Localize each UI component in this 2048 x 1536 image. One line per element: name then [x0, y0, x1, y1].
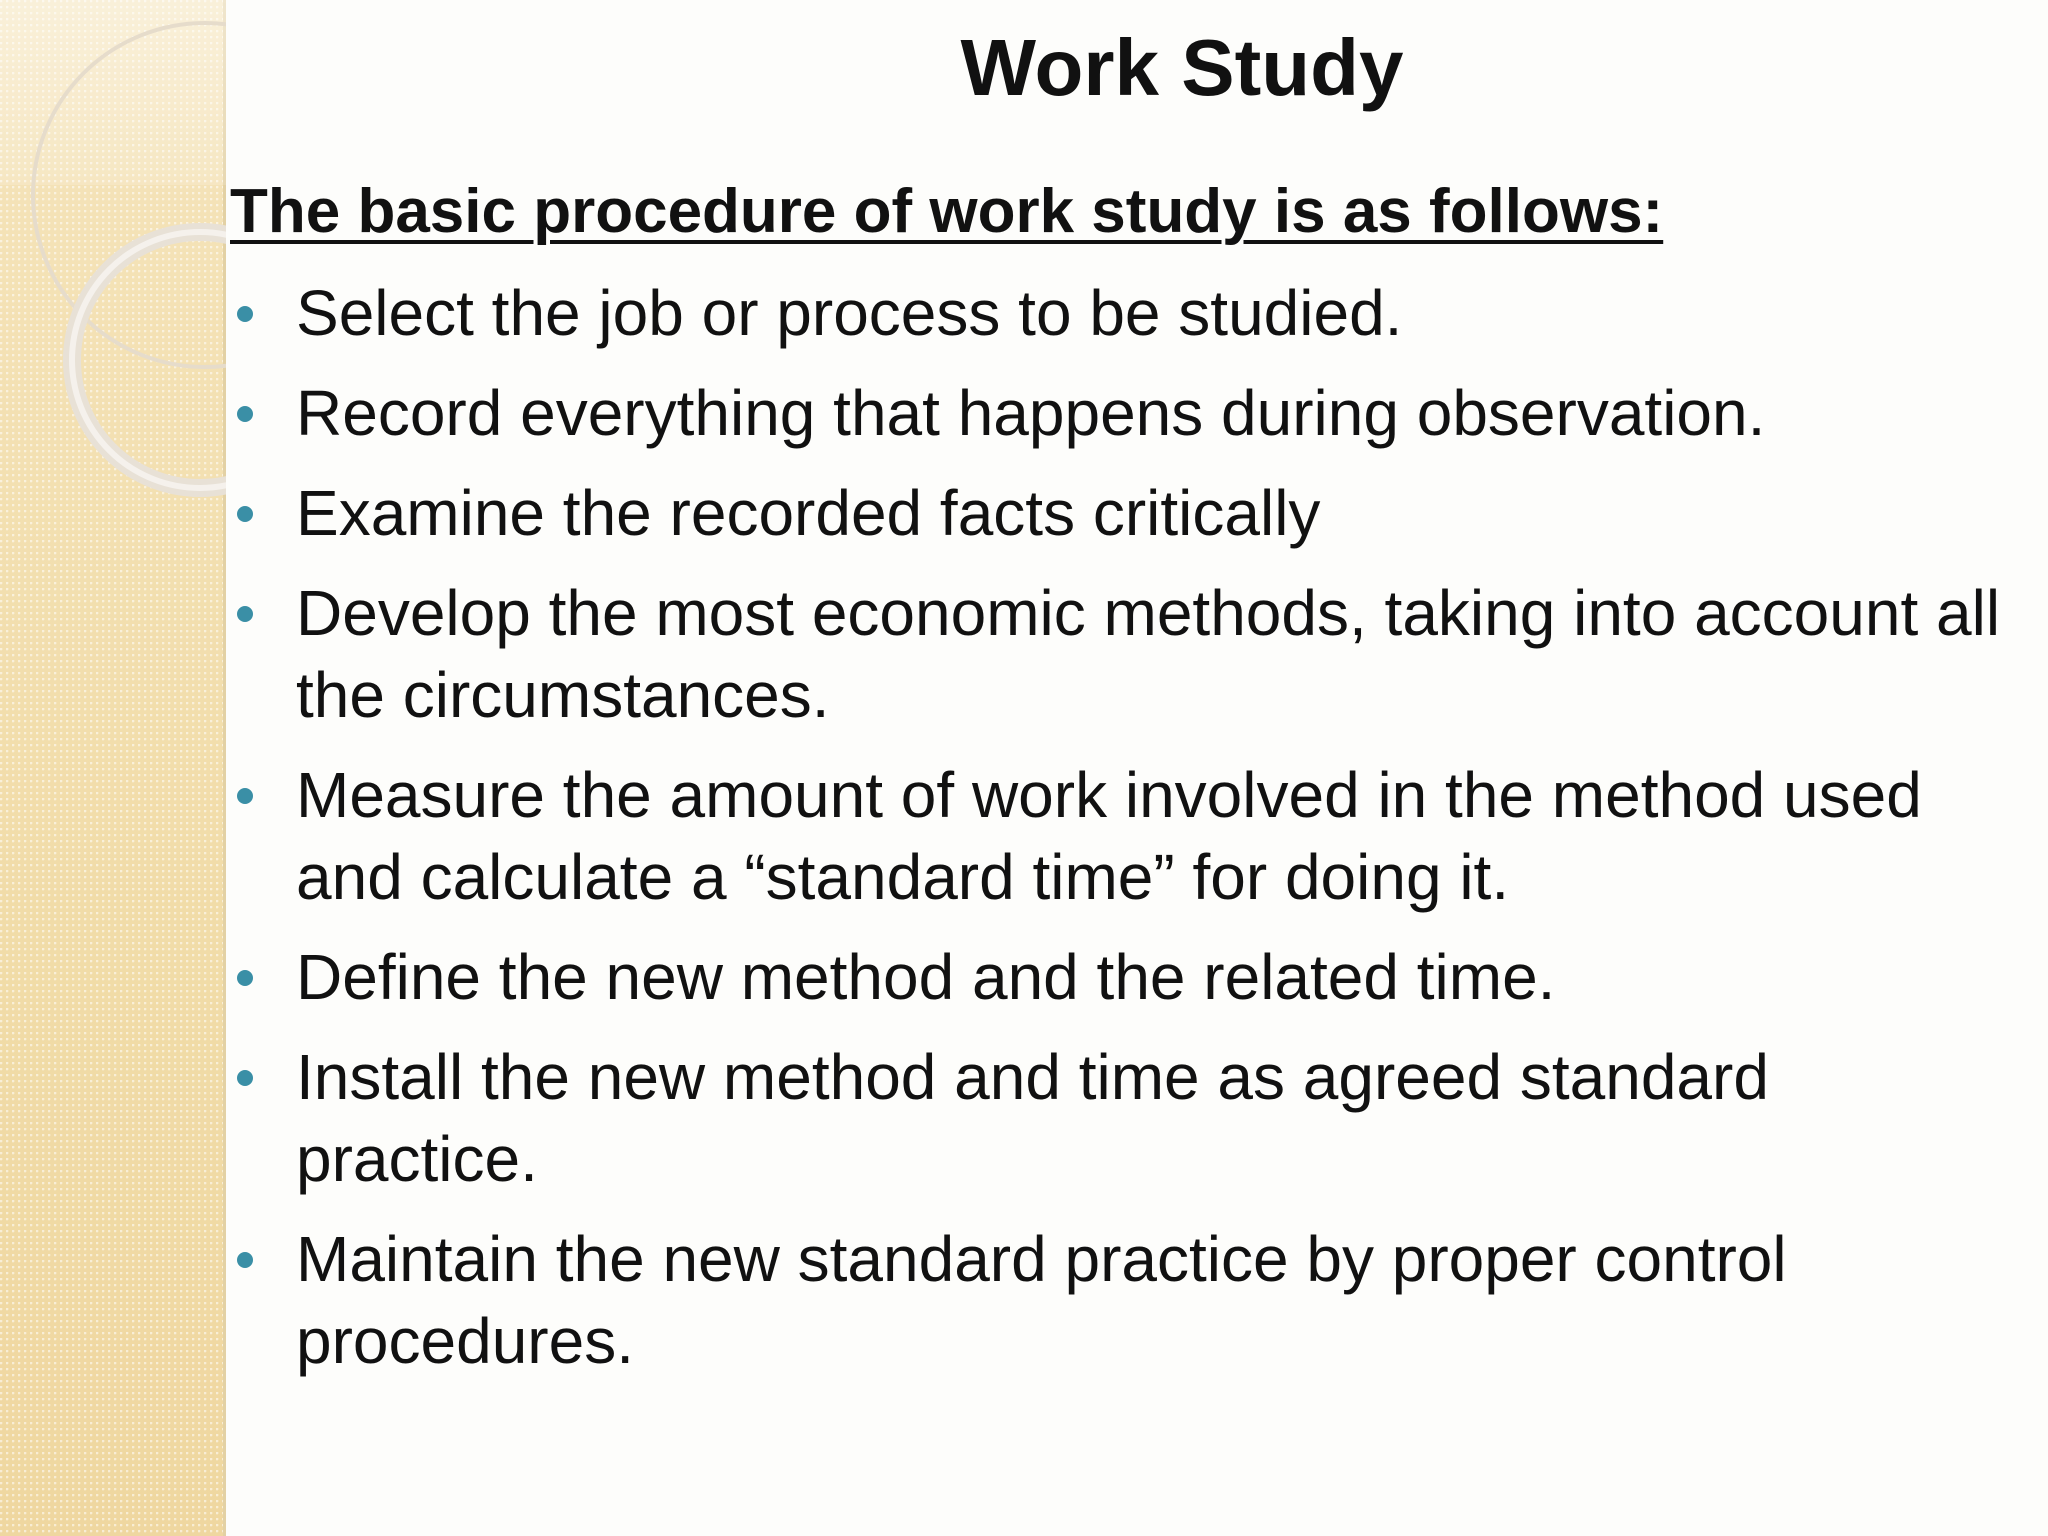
bullet-dot-icon [237, 788, 253, 804]
bullet-text: Define the new method and the related time. [296, 941, 1556, 1013]
bullet-dot-icon [237, 1070, 253, 1086]
decorative-ring-small [72, 232, 226, 488]
decorative-rings [0, 0, 226, 520]
bullet-text: Examine the recorded facts critically [296, 477, 1321, 549]
bullet-text: Maintain the new standard practice by proper control procedures. [296, 1223, 1787, 1377]
bullet-dot-icon [237, 406, 253, 422]
bullet-item-install [232, 1036, 2012, 1200]
bullet-item-maintain [232, 1218, 2012, 1382]
bullet-dot-icon [237, 970, 253, 986]
bullet-text: Develop the most economic methods, taking into account all the circumstances. [296, 577, 2001, 731]
bullet-text: Measure the amount of work involved in the method used and calculate a “standard time” for doing it. [296, 759, 1922, 913]
decorative-ring-large [33, 23, 226, 367]
bullet-list [232, 272, 2012, 1400]
bullet-dot-icon [237, 606, 253, 622]
slide-subtitle: The basic procedure of work study is as follows: [230, 177, 1664, 246]
bullet-dot-icon [237, 506, 253, 522]
bullet-item-record [232, 372, 2012, 454]
bullet-text: Install the new method and time as agreed standard practice. [296, 1041, 1769, 1195]
bullet-item-select-job [232, 272, 2012, 354]
bullet-item-define [232, 936, 2012, 1018]
bullet-text: Record everything that happens during observation. [296, 377, 1766, 449]
decorative-side-panel [0, 0, 226, 1536]
bullet-item-examine [232, 472, 2012, 554]
slide-title: Work Study [960, 23, 1404, 112]
bullet-dot-icon [237, 1252, 253, 1268]
bullet-item-develop [232, 572, 2012, 736]
bullet-item-measure [232, 754, 2012, 918]
bullet-dot-icon [237, 306, 253, 322]
bullet-text: Select the job or process to be studied. [296, 277, 1403, 349]
decorative-ring-highlight [72, 232, 226, 488]
